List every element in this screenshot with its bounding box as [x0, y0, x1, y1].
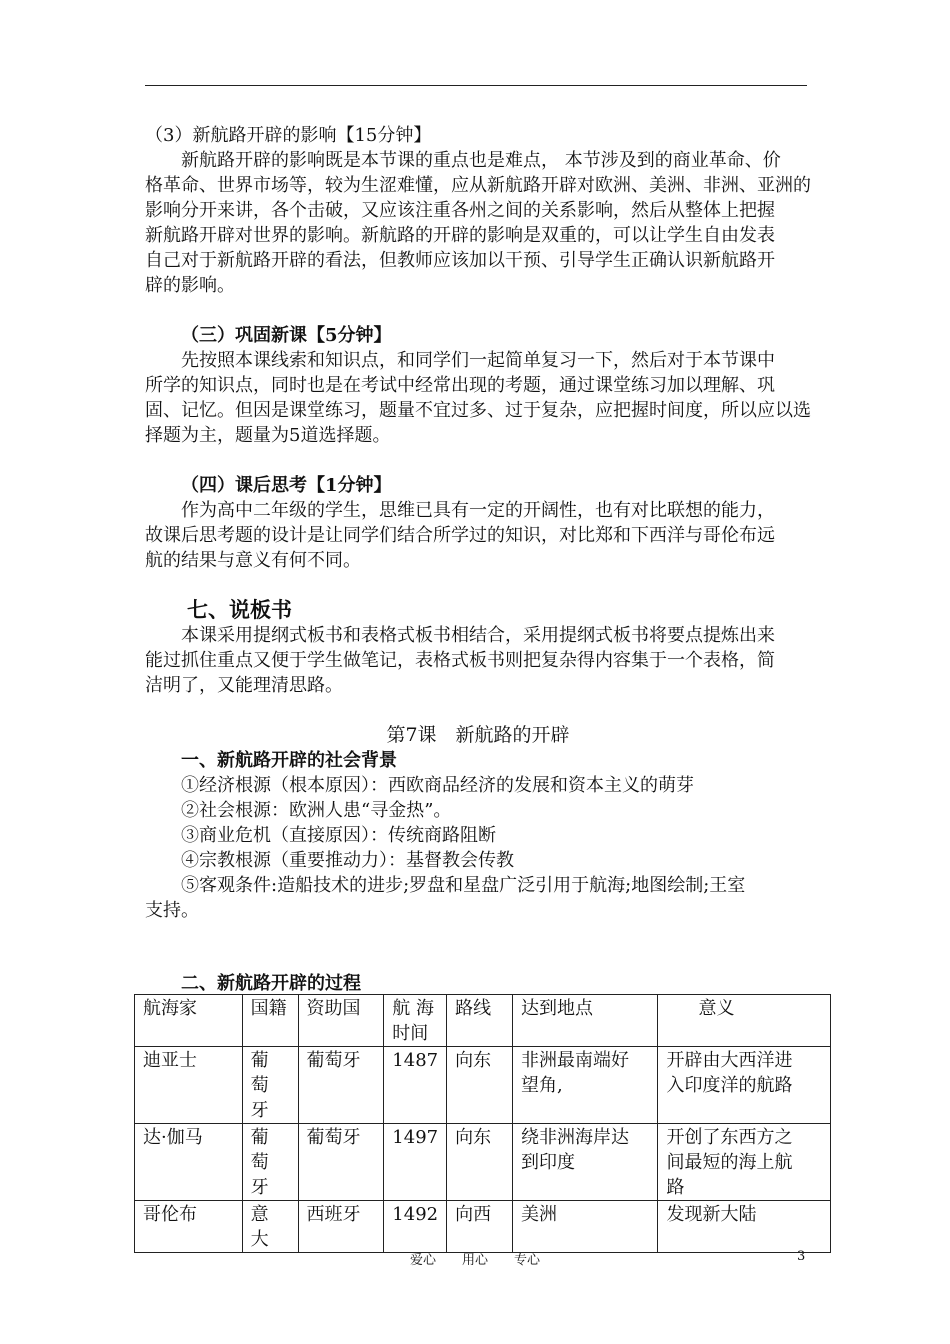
- section-blackboard-heading: 七、说板书: [187, 597, 292, 622]
- table-header-cell: 资助国: [298, 995, 384, 1047]
- table-cell: 达·伽马: [135, 1124, 243, 1201]
- paragraph-line: 作为高中二年级的学生，思维已具有一定的开阔性，也有对比联想的能力，: [181, 500, 775, 521]
- table-row: [135, 1124, 831, 1201]
- board-item: ④宗教根源（重要推动力）：基督教会传教: [181, 850, 514, 871]
- table-header-cell: 路线: [447, 995, 513, 1047]
- table-cell: 非洲最南端好 望角,: [512, 1047, 658, 1124]
- table-cell: 绕非洲海岸达 到印度: [512, 1124, 658, 1201]
- paragraph-line: 自己对于新航路开辟的看法，但教师应该加以干预、引导学生正确认识新航路开: [145, 250, 775, 271]
- table-cell: 向东: [447, 1124, 513, 1201]
- board-item: ⑤客观条件:造船技术的进步;罗盘和星盘广泛引用于航海;地图绘制;王室: [181, 875, 746, 896]
- table-cell: 意 大: [242, 1201, 298, 1253]
- voyages-table: [134, 994, 831, 1253]
- paragraph-line: 所学的知识点，同时也是在考试中经常出现的考题，通过课堂练习加以理解、巩: [145, 375, 775, 396]
- paragraph-line: 故课后思考题的设计是让同学们结合所学过的知识，对比郑和下西洋与哥伦布远: [145, 525, 775, 546]
- board-title: 第7课 新航路的开辟: [386, 724, 570, 746]
- paragraph-line: 洁明了，又能理清思路。: [145, 675, 343, 696]
- board-item: ③商业危机（直接原因）：传统商路阻断: [181, 825, 496, 846]
- table-header-row: [135, 995, 831, 1047]
- table-cell: 1492: [384, 1201, 447, 1253]
- paragraph-line: 本课采用提纲式板书和表格式板书相结合，采用提纲式板书将要点提炼出来: [181, 625, 775, 646]
- table-cell: 向西: [447, 1201, 513, 1253]
- table-cell: 葡萄牙: [298, 1124, 384, 1201]
- table-row: [135, 1047, 831, 1124]
- paragraph-line: 新航路开辟的影响既是本节课的重点也是难点， 本节涉及到的商业革命、价: [181, 150, 781, 171]
- paragraph-line: 择题为主，题量为5道选择题。: [145, 425, 391, 446]
- paragraph-line: 辟的影响。: [145, 275, 235, 296]
- section-consolidate-heading: （三）巩固新课【5分钟】: [181, 325, 392, 346]
- table-header-cell: 达到地点: [512, 995, 658, 1047]
- board-item: ②社会根源：欧洲人患“寻金热”。: [181, 800, 452, 821]
- table-cell: 1487: [384, 1047, 447, 1124]
- board-item-continuation: 支持。: [145, 900, 199, 921]
- paragraph-line: 格革命、世界市场等，较为生涩难懂，应从新航路开辟对欧洲、美洲、非洲、亚洲的: [145, 175, 811, 196]
- section-impact-heading: （3）新航路开辟的影响【15分钟】: [145, 125, 432, 146]
- board-section1-heading: 一、新航路开辟的社会背景: [181, 750, 397, 771]
- table-header-cell: 意义: [658, 995, 831, 1047]
- table-cell: 发现新大陆: [658, 1201, 831, 1253]
- header-rule: [145, 85, 807, 86]
- table-cell: 开辟由大西洋进 入印度洋的航路: [658, 1047, 831, 1124]
- table-cell: 葡 萄 牙: [242, 1047, 298, 1124]
- footer-motto: 爱心 用心 专心: [409, 1253, 540, 1268]
- table-row: [135, 1201, 831, 1253]
- table-cell: 向东: [447, 1047, 513, 1124]
- table-cell: 美洲: [512, 1201, 658, 1253]
- section-reflection-heading: （四）课后思考【1分钟】: [181, 475, 392, 496]
- paragraph-line: 固、记忆。但因是课堂练习，题量不宜过多、过于复杂，应把握时间度，所以应以选: [145, 400, 811, 421]
- table-cell: 1497: [384, 1124, 447, 1201]
- paragraph-line: 影响分开来讲，各个击破，又应该注重各州之间的关系影响，然后从整体上把握: [145, 200, 775, 221]
- board-section2-heading: 二、新航路开辟的过程: [181, 973, 361, 994]
- table-header-cell: 国籍: [242, 995, 298, 1047]
- paragraph-line: 先按照本课线索和知识点，和同学们一起简单复习一下，然后对于本节课中: [181, 350, 775, 371]
- page-number: 3: [797, 1249, 806, 1264]
- table-header-cell: 航海家: [135, 995, 243, 1047]
- board-item: ①经济根源（根本原因）：西欧商品经济的发展和资本主义的萌芽: [181, 775, 694, 796]
- paragraph-line: 新航路开辟对世界的影响。新航路的开辟的影响是双重的，可以让学生自由发表: [145, 225, 775, 246]
- paragraph-line: 航的结果与意义有何不同。: [145, 550, 361, 571]
- table-cell: 西班牙: [298, 1201, 384, 1253]
- table-cell: 哥伦布: [135, 1201, 243, 1253]
- table-cell: 葡萄牙: [298, 1047, 384, 1124]
- table-header-cell: 航 海 时间: [384, 995, 447, 1047]
- table-cell: 葡 萄 牙: [242, 1124, 298, 1201]
- table-cell: 开创了东西方之 间最短的海上航 路: [658, 1124, 831, 1201]
- table-cell: 迪亚士: [135, 1047, 243, 1124]
- paragraph-line: 能过抓住重点又便于学生做笔记，表格式板书则把复杂得内容集于一个表格，简: [145, 650, 775, 671]
